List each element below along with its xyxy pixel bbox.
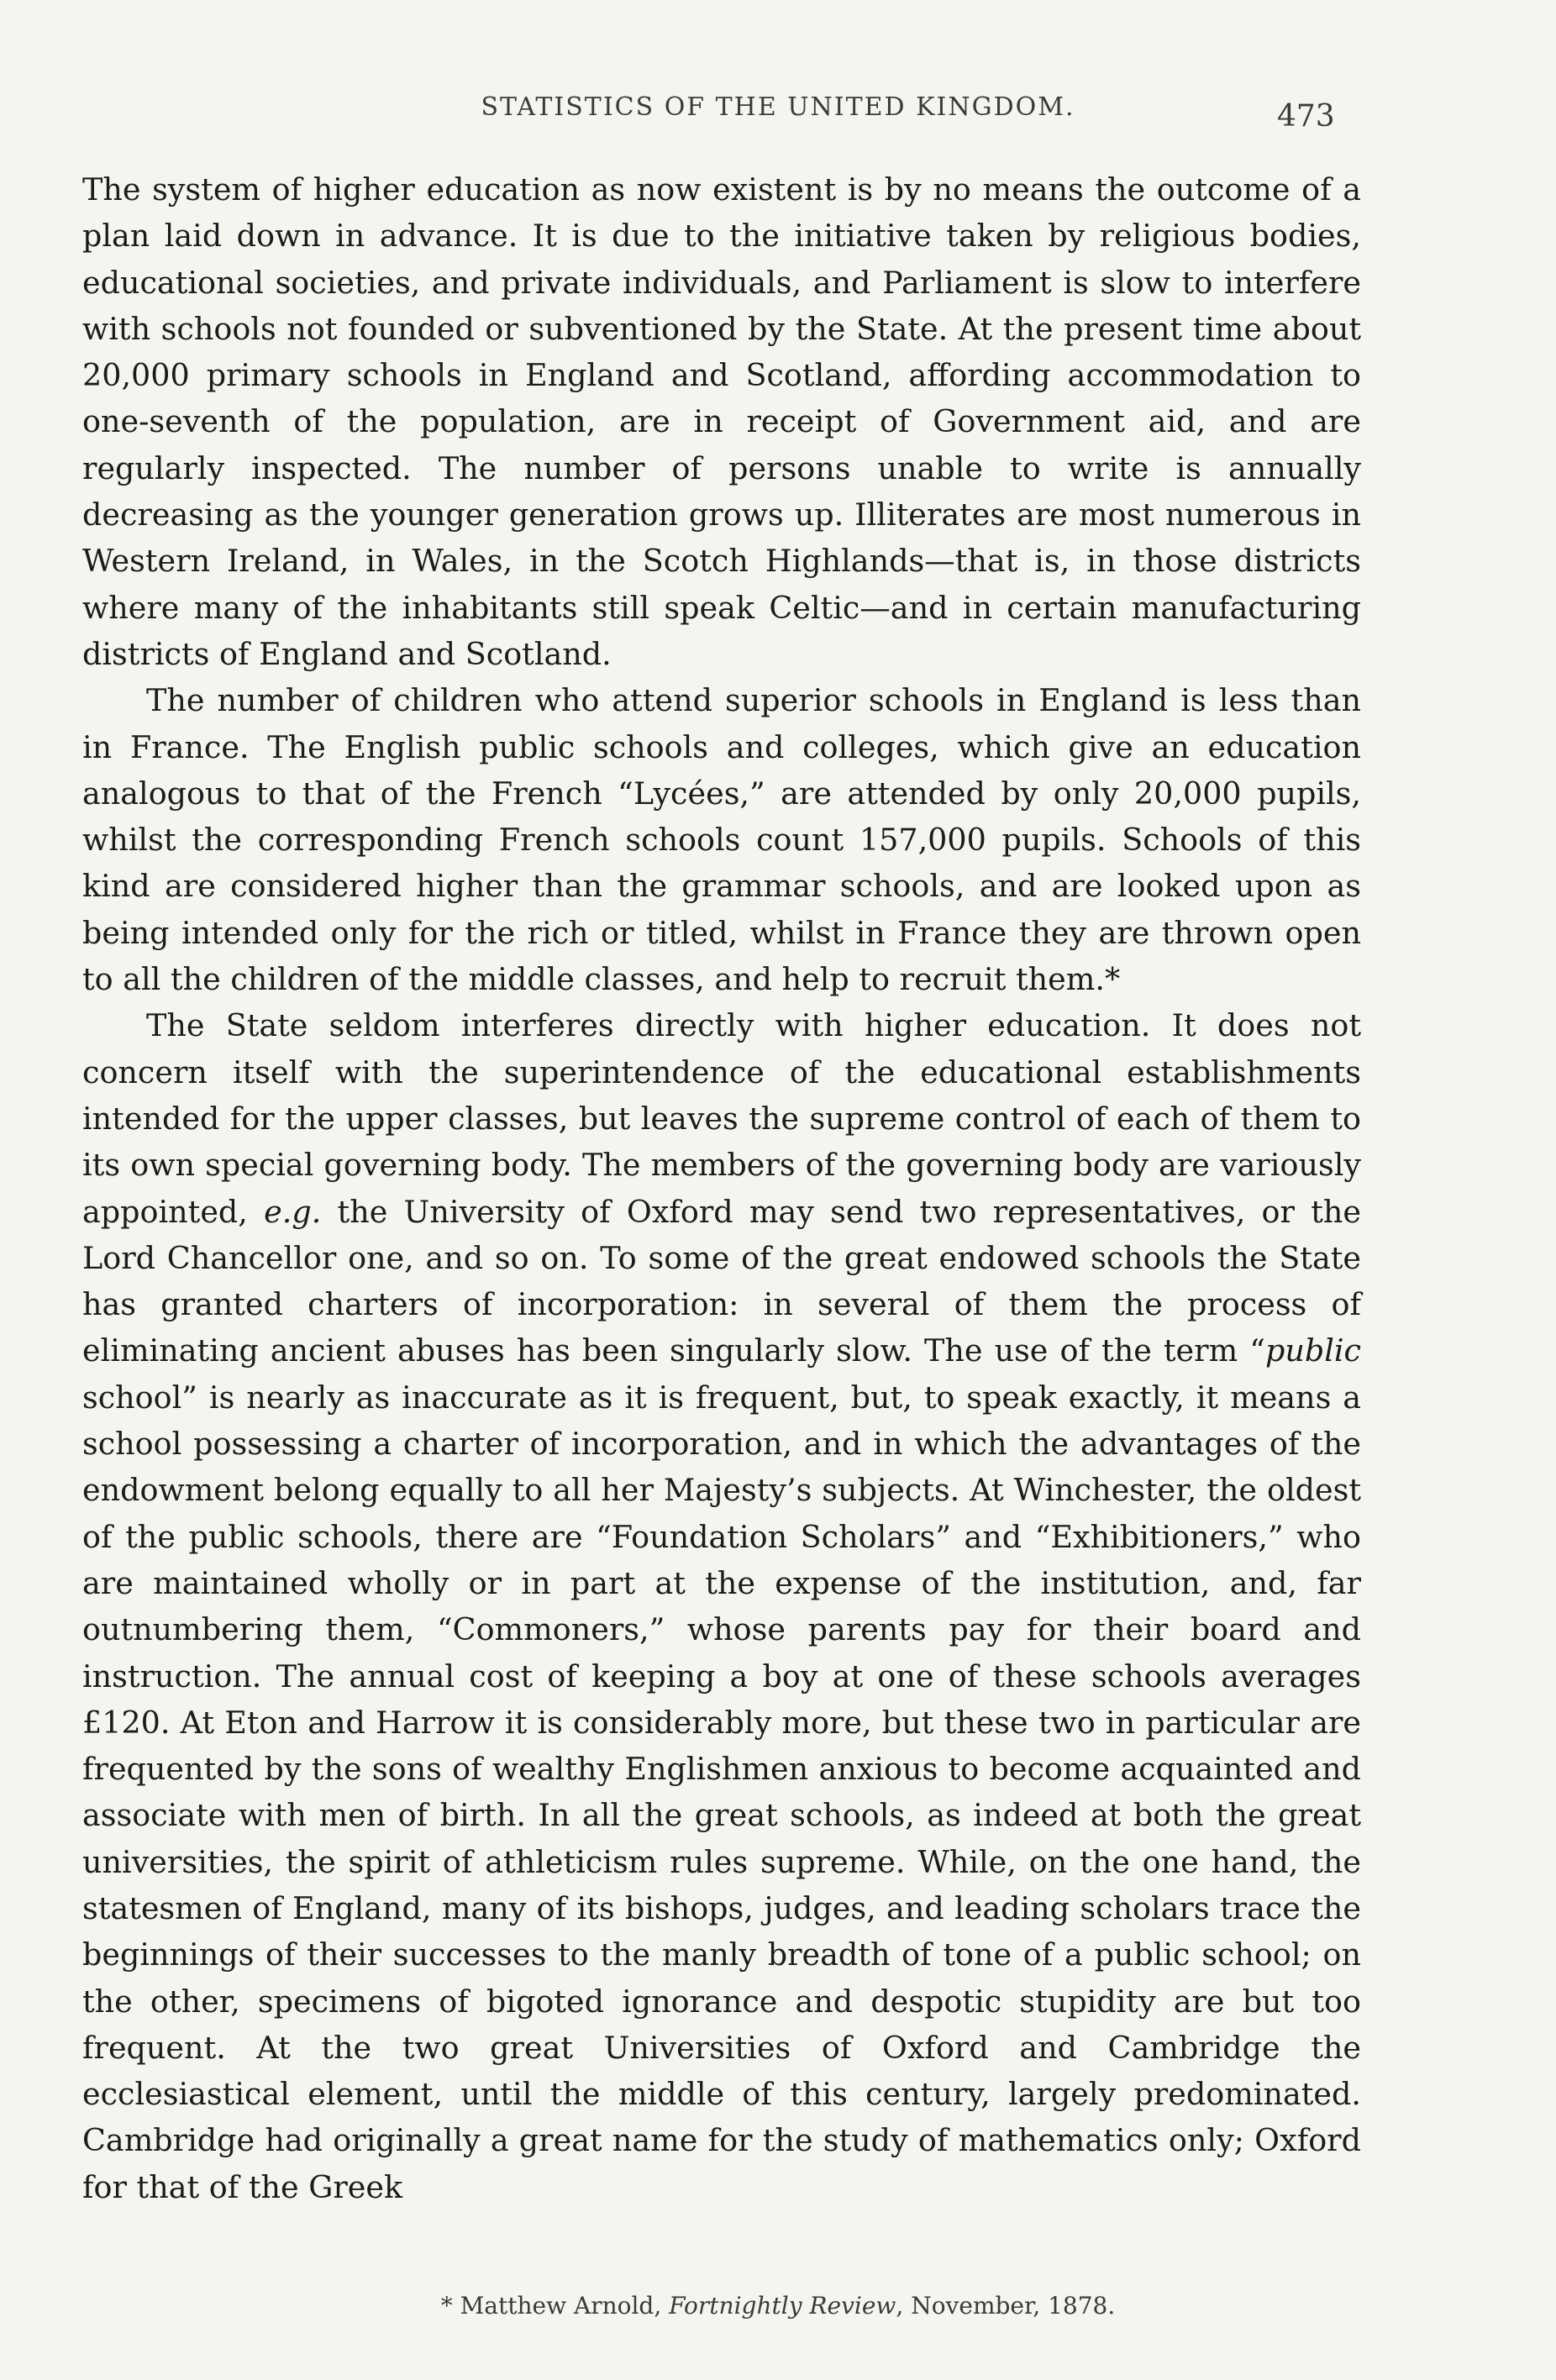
footnote-marker: * [440,2292,460,2320]
running-title: STATISTICS OF THE UNITED KINGDOM. [481,92,1075,122]
footnote-author: Matthew Arnold, [460,2292,670,2320]
footnote-date: , November, 1878. [896,2292,1116,2320]
public-term: public [1264,1332,1361,1369]
paragraph-3 [82,1002,1361,2210]
page-header [0,92,1556,143]
paragraph-3-text-e: school” is nearly as inaccurate as it is frequent, but, to speak exactly, it means a school possessing a charter of incorporation, and in which the advantages of the endowment belong equally to all her Majesty’s subjects. At Winchester, the oldest of the public schools, there are “Foundation Scholars” and “Exhibitioners,” who are maintained wholly or in part at the expense of the institution, and, far outnumbering them, “Commoners,” whose parents pay for their board and instruction. The annual cost of keeping a boy at one of these schools averages £120. At Eton and Harrow it is considerably more, but these two in particular are frequented by the sons of wealthy Englishmen anxious to become acquainted and associate with men of birth. In all the great schools, as indeed at both the great universities, the spirit of athleticism rules supreme. While, on the one hand, the statesmen of England, many of its bishops, judges, and leading scholars trace the beginnings of their successes to the manly breadth of tone of a public school; on the other, specimens of bigoted ignorance and despotic stupidity are but too frequent. At the two great Universities of Oxford and Cambridge the ecclesiastical element, until the middle of this century, largely predominated. Cambridge had originally a great name for the study of mathematics only; Oxford for that of the Greek [82,1379,1361,2205]
paragraph-2: The number of children who attend superior schools in England is less than in France. The English public schools and colleges, which give an education analogous to that of the French “Lycées,” are attended by only 20,000 pupils, whilst the corresponding French schools count 157,000 pupils. Schools of this kind are considered higher than the grammar schools, and are looked upon as being intended only for the rich or titled, whilst in France they are thrown open to all the children of the middle classes, and help to recruit them.* [82,682,1361,998]
footnote-journal: Fortnightly Review [669,2292,896,2320]
eg-abbreviation: e.g. [264,1193,322,1230]
page-number: 473 [1277,99,1335,134]
paragraph-1: The system of higher education as now existent is by no means the outcome of a plan laid down in advance. It is due to the initiative taken by religious bodies, educational societies, and private individuals, and Parliament is slow to interfere with schools not founded or subventioned by the State. At the present time about 20,000 primary schools in England and Scotland, affording accommodation to one-seventh of the population, are in receipt of Government aid, and are regularly inspected. The number of persons unable to write is annually decreasing as the younger generation grows up. Illiterates are most numerous in Western Ireland, in Wales, in the Scotch Highlands—that is, in those districts where many of the inhabitants still speak Celtic—and in certain manufacturing districts of England and Scotland. [82,171,1361,672]
paragraph-3-text-a: The State seldom interferes directly with higher education. It does not concern itself with the superintendence of the educational establishments intended for the upper classes, but leaves the supreme control of each of them to its own special governing body. The members of the governing body are variously appointed, [82,1007,1361,1230]
paragraph-3-text-c: the University of Oxford may send two representatives, or the Lord Chancellor one, and so on. To some of the great endowed schools the State has granted charters of incorporation: in several of them the process of eliminating ancient abuses has been singularly slow. The use of the term “ [82,1193,1361,1369]
body-text [82,166,1361,2210]
footnote [0,2292,1556,2320]
